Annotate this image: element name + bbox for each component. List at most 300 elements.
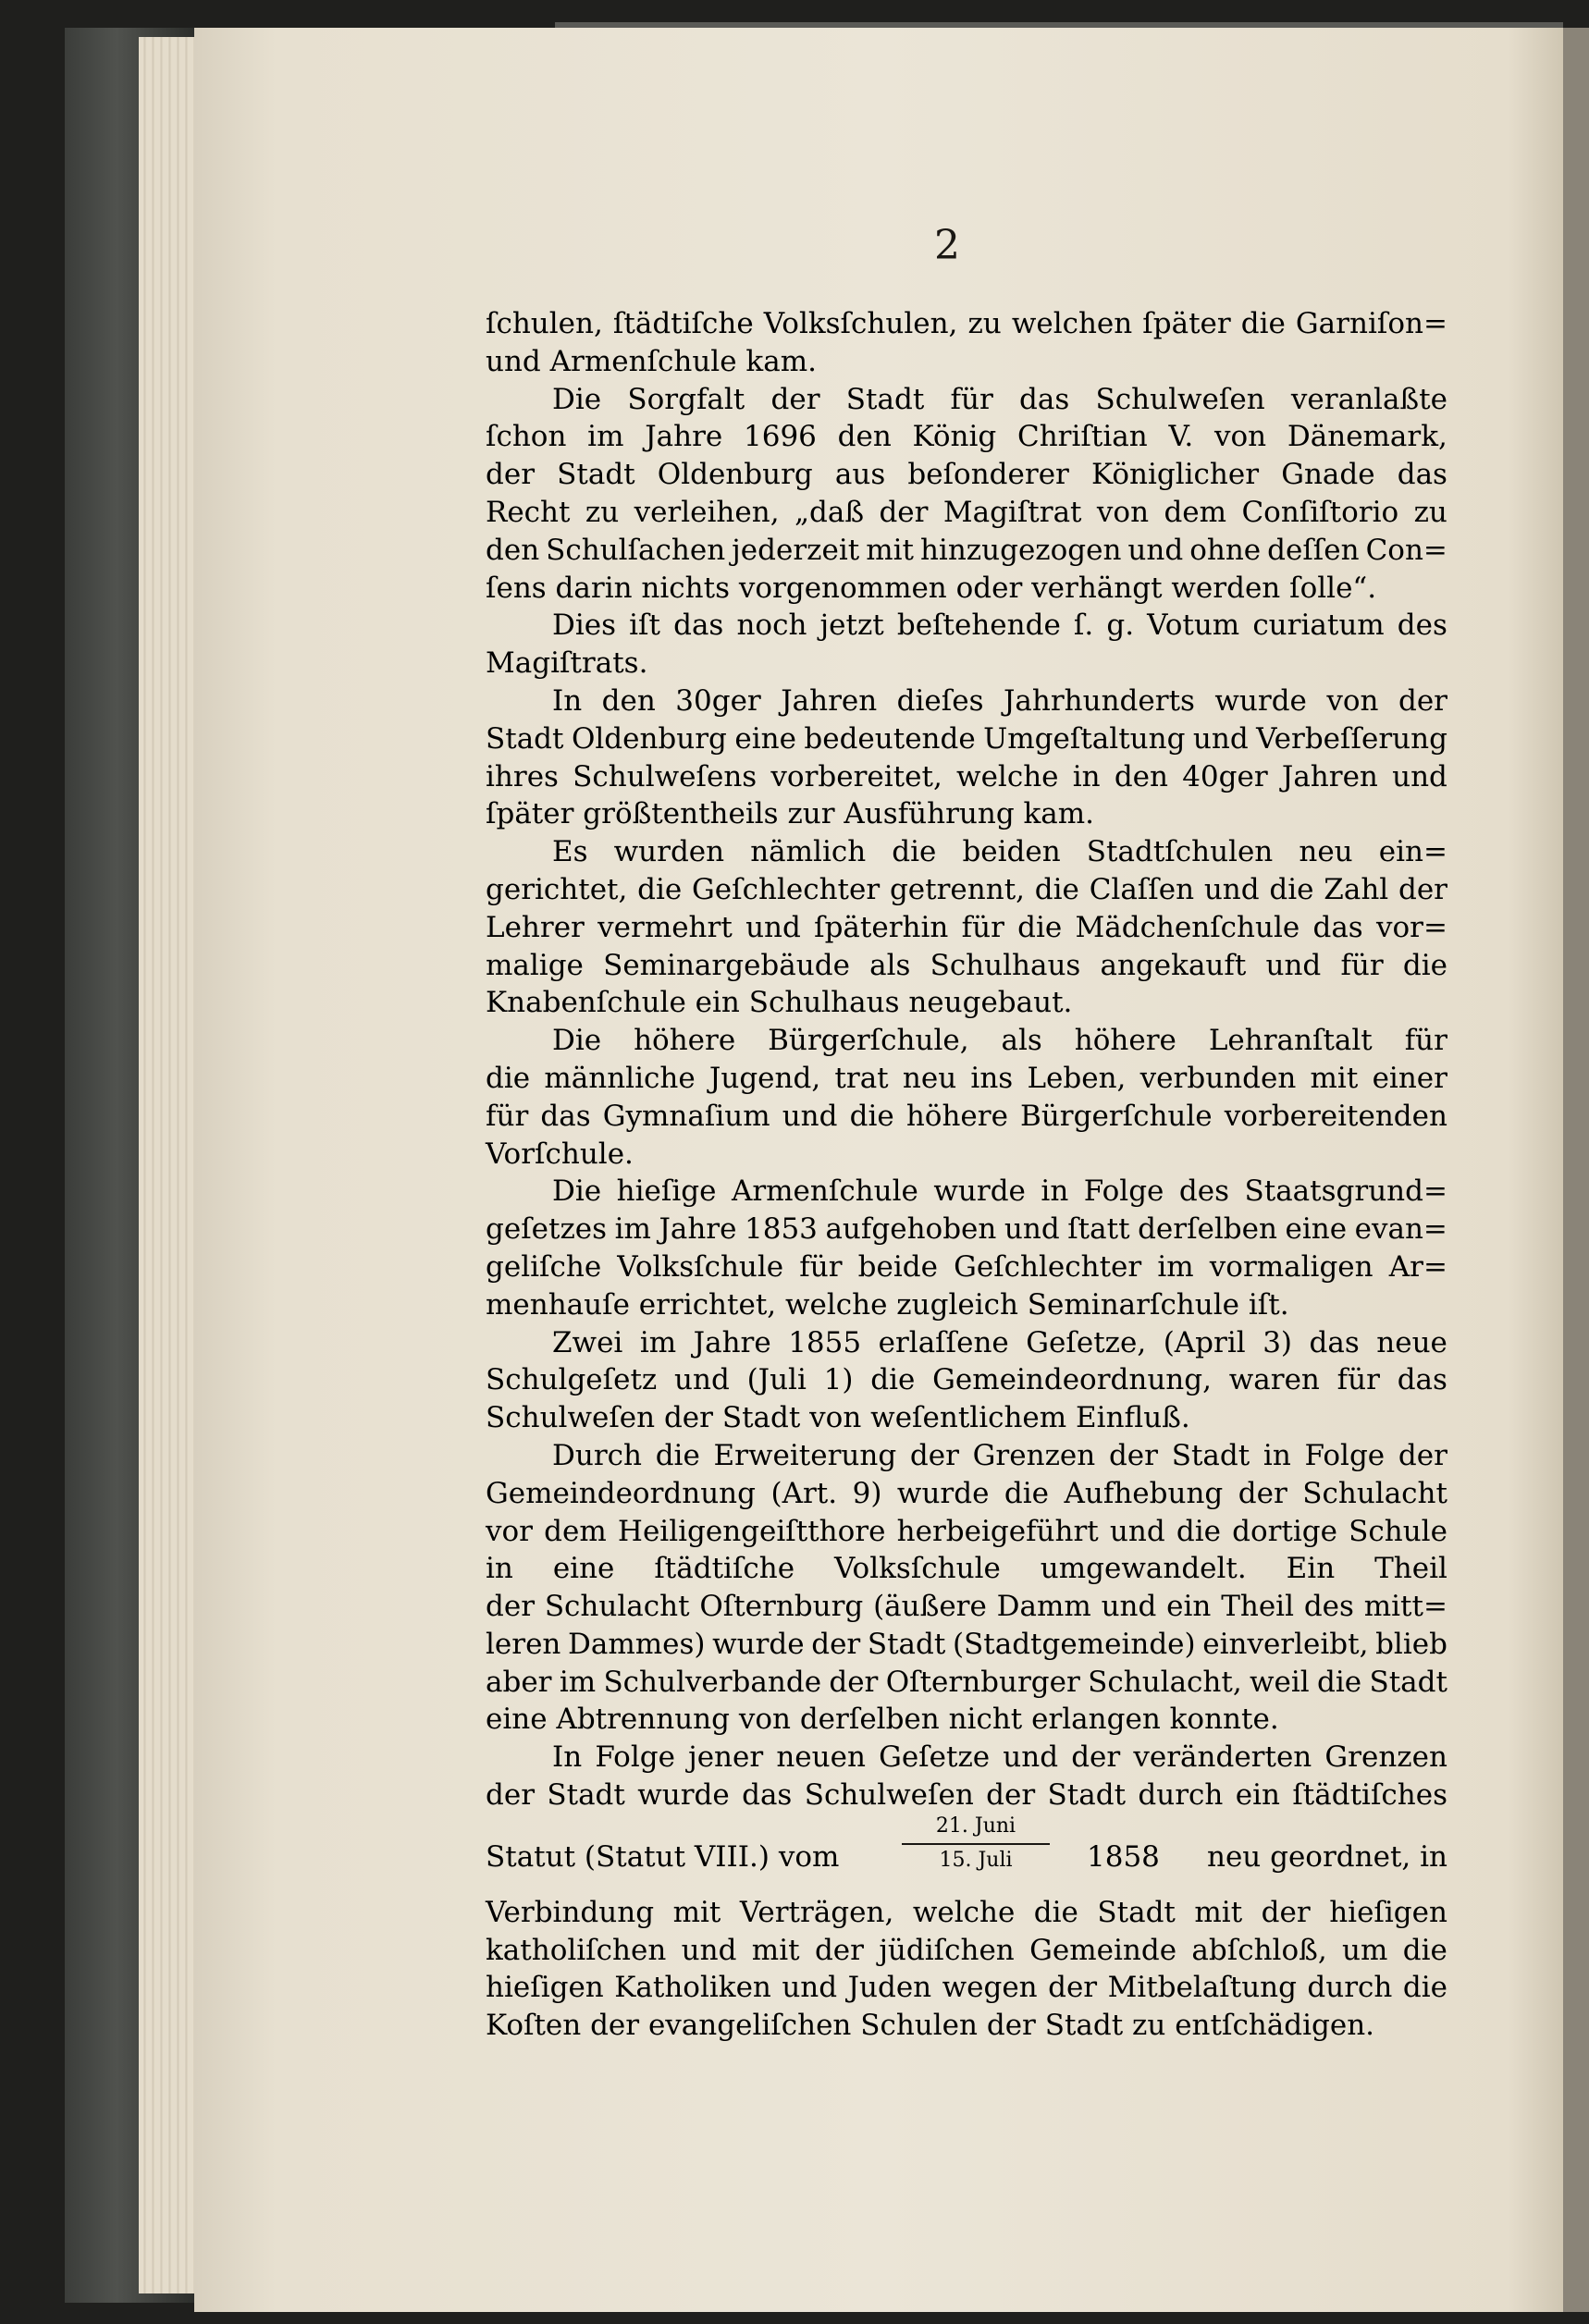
word: Magiſtrat	[942, 495, 1082, 529]
word: ſpäterhin	[814, 910, 949, 944]
word: zu	[585, 495, 620, 529]
word: Schule	[1349, 1514, 1447, 1548]
word: mit	[1310, 1061, 1359, 1095]
statute-year: 1858	[1087, 1839, 1160, 1874]
word: von	[1214, 420, 1267, 454]
word: Schulacht	[544, 1590, 690, 1624]
word: Sorgfalt	[627, 382, 745, 416]
text-line	[486, 1932, 1447, 1970]
word: in	[1072, 759, 1101, 793]
word: Stadt	[486, 721, 564, 756]
word: der	[486, 1590, 536, 1624]
word: Juden	[847, 1971, 932, 2005]
word: und	[1192, 721, 1249, 756]
word: g.	[1106, 609, 1135, 643]
word: Schulverbande	[603, 1665, 822, 1699]
word: deſſen	[1267, 533, 1360, 567]
word: 1696	[744, 420, 817, 454]
word: dieſes	[896, 683, 984, 718]
text-line	[486, 682, 1447, 720]
word: Schulweſens	[573, 759, 758, 793]
word: im	[639, 1325, 677, 1359]
word: Die	[552, 1174, 602, 1209]
word: für	[1404, 1024, 1447, 1058]
word: Stadt	[1369, 1665, 1447, 1699]
word: Grenzen	[1324, 1740, 1447, 1775]
text-line	[486, 1550, 1447, 1588]
text-line	[486, 1626, 1447, 1664]
word: erlaſſene	[878, 1325, 1009, 1359]
word: der	[1238, 1476, 1287, 1510]
word: in	[486, 1552, 513, 1586]
word: herbeigeführt	[896, 1514, 1099, 1548]
word: das	[742, 1778, 793, 1813]
word: ſchon	[486, 420, 567, 454]
word: Stadt	[557, 458, 635, 492]
word: weil	[1250, 1665, 1310, 1699]
word: Zahl	[1324, 872, 1389, 906]
word: nämlich	[750, 835, 867, 869]
word: des	[1178, 1174, 1229, 1209]
word: umgewandelt.	[1040, 1552, 1247, 1586]
word: ſtatt	[1067, 1212, 1130, 1247]
text-line	[486, 1248, 1447, 1286]
word: 3)	[1263, 1325, 1293, 1359]
text-line	[486, 1777, 1447, 1814]
word: eine	[1285, 1212, 1348, 1247]
text-line: ſpäter größtentheils zur Ausführung kam.	[486, 797, 1095, 831]
word: Geſetze	[879, 1740, 991, 1775]
text-line	[486, 1588, 1447, 1626]
word: Claſſen	[1089, 872, 1195, 906]
word: wurden	[613, 835, 725, 869]
word: Die	[552, 382, 602, 416]
word: V.	[1168, 420, 1194, 454]
word: noch	[736, 609, 807, 643]
word: ohne	[1189, 533, 1262, 567]
word: der	[1398, 872, 1447, 906]
word: höhere	[905, 1099, 1008, 1133]
word: waren	[1228, 1363, 1320, 1397]
word: Conſiſtorio	[1241, 495, 1399, 529]
word: der	[1261, 1895, 1311, 1929]
word: der	[1398, 1438, 1447, 1472]
word: dem	[544, 1514, 607, 1548]
word: neu	[902, 1061, 957, 1095]
word: jener	[688, 1740, 764, 1775]
word: höhere	[634, 1024, 736, 1058]
word: „daß	[794, 495, 865, 529]
word: den	[837, 420, 892, 454]
word: verleihen,	[634, 495, 780, 529]
word: wurde	[933, 1174, 1026, 1209]
word: welche	[956, 759, 1059, 793]
text-line	[486, 607, 1447, 645]
word: Jahren	[1281, 759, 1378, 793]
word: die	[1402, 948, 1447, 982]
text-line	[486, 381, 1447, 419]
word: Dies	[552, 609, 617, 643]
word: bedeutende	[804, 721, 976, 756]
word: Verträgen,	[739, 1895, 894, 1929]
word: 1855	[788, 1325, 862, 1359]
text-line	[486, 418, 1447, 456]
word: die	[1004, 1476, 1050, 1510]
text-line	[486, 1969, 1447, 2007]
word: Schulgeſetz	[486, 1363, 658, 1397]
word: Jahrhunderts	[1003, 683, 1195, 718]
word: aus	[834, 458, 886, 492]
text-line	[486, 1173, 1447, 1211]
word: im	[614, 1212, 651, 1247]
word: den	[601, 683, 656, 718]
word: hieſige	[616, 1174, 717, 1209]
word: mit	[866, 533, 914, 567]
word: angekauft	[1100, 948, 1247, 982]
word: Garniſon=	[1295, 307, 1447, 340]
word: Oſternburg	[699, 1590, 864, 1624]
word: wurde	[712, 1627, 805, 1661]
word: gerichtet,	[486, 872, 628, 906]
word: den	[1114, 759, 1168, 793]
word: das	[1019, 382, 1070, 416]
word: für	[1336, 1363, 1380, 1397]
word: welchen	[1011, 307, 1133, 340]
word: Oldenburg	[657, 458, 813, 492]
word: eine	[552, 1552, 615, 1586]
word: Umgeſtaltung	[983, 721, 1186, 756]
text-line: menhauſe errichtet, welche zugleich Seminarſchule iſt.	[486, 1287, 1289, 1322]
word: Bürgerſchule,	[768, 1024, 969, 1058]
statute-text-end: neu geordnet, in	[1206, 1839, 1447, 1874]
word: Stadt	[1047, 1778, 1127, 1813]
word: jederzeit	[732, 533, 860, 567]
text-line	[486, 1894, 1447, 1932]
word: In	[552, 1740, 583, 1775]
word: neue	[1376, 1325, 1447, 1359]
word: Recht	[486, 495, 571, 529]
word: Volksſchule	[834, 1552, 1001, 1586]
word: Aufhebung	[1064, 1476, 1224, 1510]
word: Die	[552, 1024, 602, 1058]
word: und	[681, 1933, 737, 1967]
word: Dammes)	[568, 1627, 706, 1661]
word: beſtehende	[896, 609, 1061, 643]
text-line	[486, 1664, 1447, 1702]
word: Votum	[1147, 609, 1240, 643]
word: vor	[486, 1514, 533, 1548]
word: abſchloß,	[1191, 1933, 1327, 1967]
word: Dänemark,	[1287, 420, 1447, 454]
word: Armenſchule	[731, 1174, 918, 1209]
word: Stadt	[867, 1627, 946, 1661]
word: das	[1309, 1325, 1360, 1359]
word: Ein	[1286, 1552, 1336, 1586]
word: König	[912, 420, 997, 454]
word: Oldenburg	[571, 721, 727, 756]
word: durch	[1307, 1971, 1393, 2005]
word: Erweiterung	[713, 1438, 897, 1472]
word: von	[1096, 495, 1150, 529]
word: vormaligen	[1209, 1249, 1373, 1284]
word: beide	[857, 1249, 938, 1284]
word: männliche	[544, 1061, 696, 1095]
word: jetzt	[819, 609, 884, 643]
text-line: Schulweſen der Stadt von weſentlichem Einfluß.	[486, 1401, 1190, 1435]
word: und	[1392, 759, 1447, 793]
word: das	[1397, 458, 1447, 492]
word: hieſigen	[1329, 1895, 1447, 1929]
word: Mitbelaſtung	[1107, 1971, 1297, 2005]
word: und	[782, 1971, 838, 2005]
word: ſtädtiſche	[612, 307, 754, 340]
word: Stadt	[845, 382, 925, 416]
word: Schulacht,	[1088, 1665, 1242, 1699]
word: und	[1004, 1212, 1060, 1247]
page-number: 2	[934, 222, 960, 269]
word: Durch	[552, 1438, 642, 1472]
word: Schulacht	[1302, 1476, 1447, 1510]
word: höhere	[1074, 1024, 1176, 1058]
text-line: Magiſtrats.	[486, 646, 648, 681]
word: evan=	[1354, 1212, 1447, 1247]
word: (Stadtgemeinde)	[952, 1627, 1196, 1661]
word: die	[655, 1438, 700, 1472]
word: von	[1326, 683, 1379, 718]
word: derſelben	[1138, 1212, 1277, 1247]
word: zu	[1413, 495, 1447, 529]
text-line: Knabenſchule ein Schulhaus neugebaut.	[486, 986, 1073, 1020]
word: malige	[486, 948, 584, 982]
word: neu	[1299, 835, 1353, 869]
word: katholiſchen	[486, 1933, 667, 1967]
word: die	[1269, 872, 1314, 906]
word: vorbereitet,	[770, 759, 942, 793]
word: vermehrt	[597, 910, 733, 944]
word: in	[1263, 1438, 1291, 1472]
word: das	[1397, 1363, 1447, 1397]
word: 40ger	[1182, 759, 1268, 793]
word: Gymnaſium	[602, 1099, 770, 1133]
word: Es	[552, 835, 588, 869]
text-line	[486, 1361, 1447, 1399]
word: trat	[834, 1061, 889, 1095]
word: Ar=	[1388, 1249, 1447, 1284]
word: dem	[1164, 495, 1227, 529]
word: Stadt	[1171, 1438, 1250, 1472]
word: um	[1342, 1933, 1388, 1967]
word: für	[961, 910, 1004, 944]
word: die	[892, 835, 937, 869]
text-line	[486, 758, 1447, 796]
word: welche	[912, 1895, 1016, 1929]
word: Theil	[1221, 1590, 1295, 1624]
text-line	[486, 1437, 1447, 1475]
text-line	[486, 909, 1447, 947]
word: die	[637, 872, 683, 906]
word: Damm	[996, 1590, 1091, 1624]
fraction-bottom: 15. Juli	[939, 1848, 1013, 1872]
word: den	[486, 533, 540, 567]
text-line: Vorſchule.	[486, 1137, 634, 1171]
word: 1853	[745, 1212, 818, 1247]
text-line	[486, 494, 1447, 532]
word: zu	[967, 307, 1002, 340]
word: Jahre	[659, 1212, 737, 1247]
word: mit	[672, 1895, 721, 1929]
word: verbunden	[1139, 1061, 1297, 1095]
word: Stadt	[547, 1778, 625, 1813]
word: Schulhaus	[930, 948, 1081, 982]
word: beſonderer	[907, 458, 1069, 492]
date-fraction	[902, 1814, 1050, 1872]
word: der	[986, 1778, 1036, 1813]
word: die	[1317, 1665, 1362, 1699]
text-line	[486, 1060, 1447, 1098]
word: Verbindung	[486, 1895, 655, 1929]
word: in	[1041, 1174, 1069, 1209]
word: mit	[1194, 1895, 1243, 1929]
word: und	[1101, 1590, 1157, 1624]
text-line	[486, 720, 1447, 758]
word: (April	[1163, 1325, 1246, 1359]
text-line	[486, 1513, 1447, 1551]
word: und	[1109, 1514, 1165, 1548]
word: Geſchlechter	[954, 1249, 1142, 1284]
word: veranlaßte	[1290, 382, 1447, 416]
word: das	[540, 1099, 591, 1133]
word: Jahren	[781, 683, 878, 718]
text-line	[486, 1324, 1447, 1362]
word: Katholiken	[614, 1971, 771, 2005]
word: Zwei	[552, 1325, 623, 1359]
word: hinzugezogen	[919, 533, 1122, 567]
word: dortige	[1232, 1514, 1337, 1548]
word: die	[849, 1099, 894, 1133]
text-line	[486, 305, 1447, 343]
word: Con=	[1365, 533, 1447, 567]
word: im	[559, 1665, 597, 1699]
word: die	[486, 1061, 531, 1095]
word: der	[486, 458, 536, 492]
word: Jahre	[645, 420, 723, 454]
word: neuen	[776, 1740, 866, 1775]
word: geliſche	[486, 1249, 602, 1284]
word: (äußere	[873, 1590, 987, 1624]
word: für	[799, 1249, 843, 1284]
word: und	[1003, 1740, 1059, 1775]
word: ein	[1166, 1590, 1212, 1624]
word: Chriſtian	[1016, 420, 1148, 454]
word: der	[1071, 1740, 1121, 1775]
word: Stadt	[1097, 1895, 1176, 1929]
word: Staatsgrund=	[1244, 1174, 1447, 1209]
word: und	[1127, 533, 1184, 567]
text-line	[486, 1475, 1447, 1513]
word: die	[1402, 1933, 1447, 1967]
word: Theil	[1374, 1552, 1447, 1586]
word: einverleibt,	[1202, 1627, 1369, 1661]
word: wegen	[942, 1971, 1038, 2005]
word: ſtädtiſches	[1292, 1778, 1447, 1813]
word: ſ.	[1073, 609, 1094, 643]
word: die	[1402, 1971, 1447, 2005]
word: Schulſachen	[546, 533, 726, 567]
word: wurde	[637, 1778, 730, 1813]
word: ins	[970, 1061, 1014, 1095]
word: wurde	[1214, 683, 1307, 718]
text-line: Koſten der evangeliſchen Schulen der Stadt zu entſchädigen.	[486, 2009, 1375, 2043]
word: der	[814, 1933, 864, 1967]
word: Gnade	[1281, 458, 1375, 492]
word: durch	[1138, 1778, 1224, 1813]
word: Gemeinde	[1029, 1933, 1177, 1967]
text-line	[486, 947, 1447, 985]
word: die	[1176, 1514, 1221, 1548]
fraction-top: 21. Juni	[935, 1814, 1016, 1838]
word: 9)	[852, 1476, 882, 1510]
word: (Art.	[770, 1476, 838, 1510]
word: Gemeindeordnung,	[932, 1363, 1212, 1397]
word: für	[1340, 948, 1384, 982]
word: In	[552, 683, 583, 718]
word: und	[1265, 948, 1322, 982]
word: und	[1203, 872, 1260, 906]
word: ſtädtiſche	[654, 1552, 795, 1586]
word: Mädchenſchule	[1075, 910, 1300, 944]
word: Seminargebäude	[603, 948, 850, 982]
word: hieſigen	[486, 1971, 604, 2005]
word: beiden	[962, 835, 1061, 869]
word: (Juli	[746, 1363, 807, 1397]
word: Schulweſen	[804, 1778, 974, 1813]
word: einer	[1372, 1061, 1447, 1095]
page-body-text	[486, 305, 1447, 2045]
statute-line	[486, 1814, 1447, 1894]
word: geſetzes	[486, 1212, 608, 1247]
word: wurde	[896, 1476, 990, 1510]
text-line: und Armenſchule kam.	[486, 344, 817, 378]
word: Folge	[595, 1740, 675, 1775]
word: ſpäter	[1142, 307, 1231, 340]
word: 30ger	[675, 683, 761, 718]
text-line	[486, 871, 1447, 909]
word: Lehranſtalt	[1208, 1024, 1373, 1058]
word: der	[879, 495, 929, 529]
word: das	[673, 609, 724, 643]
word: der	[486, 1778, 536, 1813]
word: Jahre	[693, 1325, 771, 1359]
text-line	[486, 456, 1447, 494]
word: die	[1033, 1895, 1078, 1929]
word: Leben,	[1027, 1061, 1127, 1095]
word: Gemeindeordnung	[486, 1476, 756, 1510]
word: mit	[751, 1933, 800, 1967]
word: Volksſchulen,	[763, 307, 958, 340]
word: vorbereitenden	[1224, 1099, 1447, 1133]
word: der	[1398, 683, 1447, 718]
word: der	[811, 1627, 861, 1661]
word: Bürgerſchule	[1020, 1099, 1213, 1133]
word: mitt=	[1363, 1590, 1447, 1624]
statute-text: Statut (Statut VIII.) vom	[486, 1839, 840, 1874]
word: der	[1048, 1971, 1098, 2005]
text-line: eine Abtrennung von derſelben nicht erlangen konnte.	[486, 1703, 1279, 1737]
word: des	[1397, 609, 1447, 643]
word: blieb	[1375, 1627, 1447, 1661]
word: der	[909, 1438, 959, 1472]
word: veränderten	[1133, 1740, 1312, 1775]
